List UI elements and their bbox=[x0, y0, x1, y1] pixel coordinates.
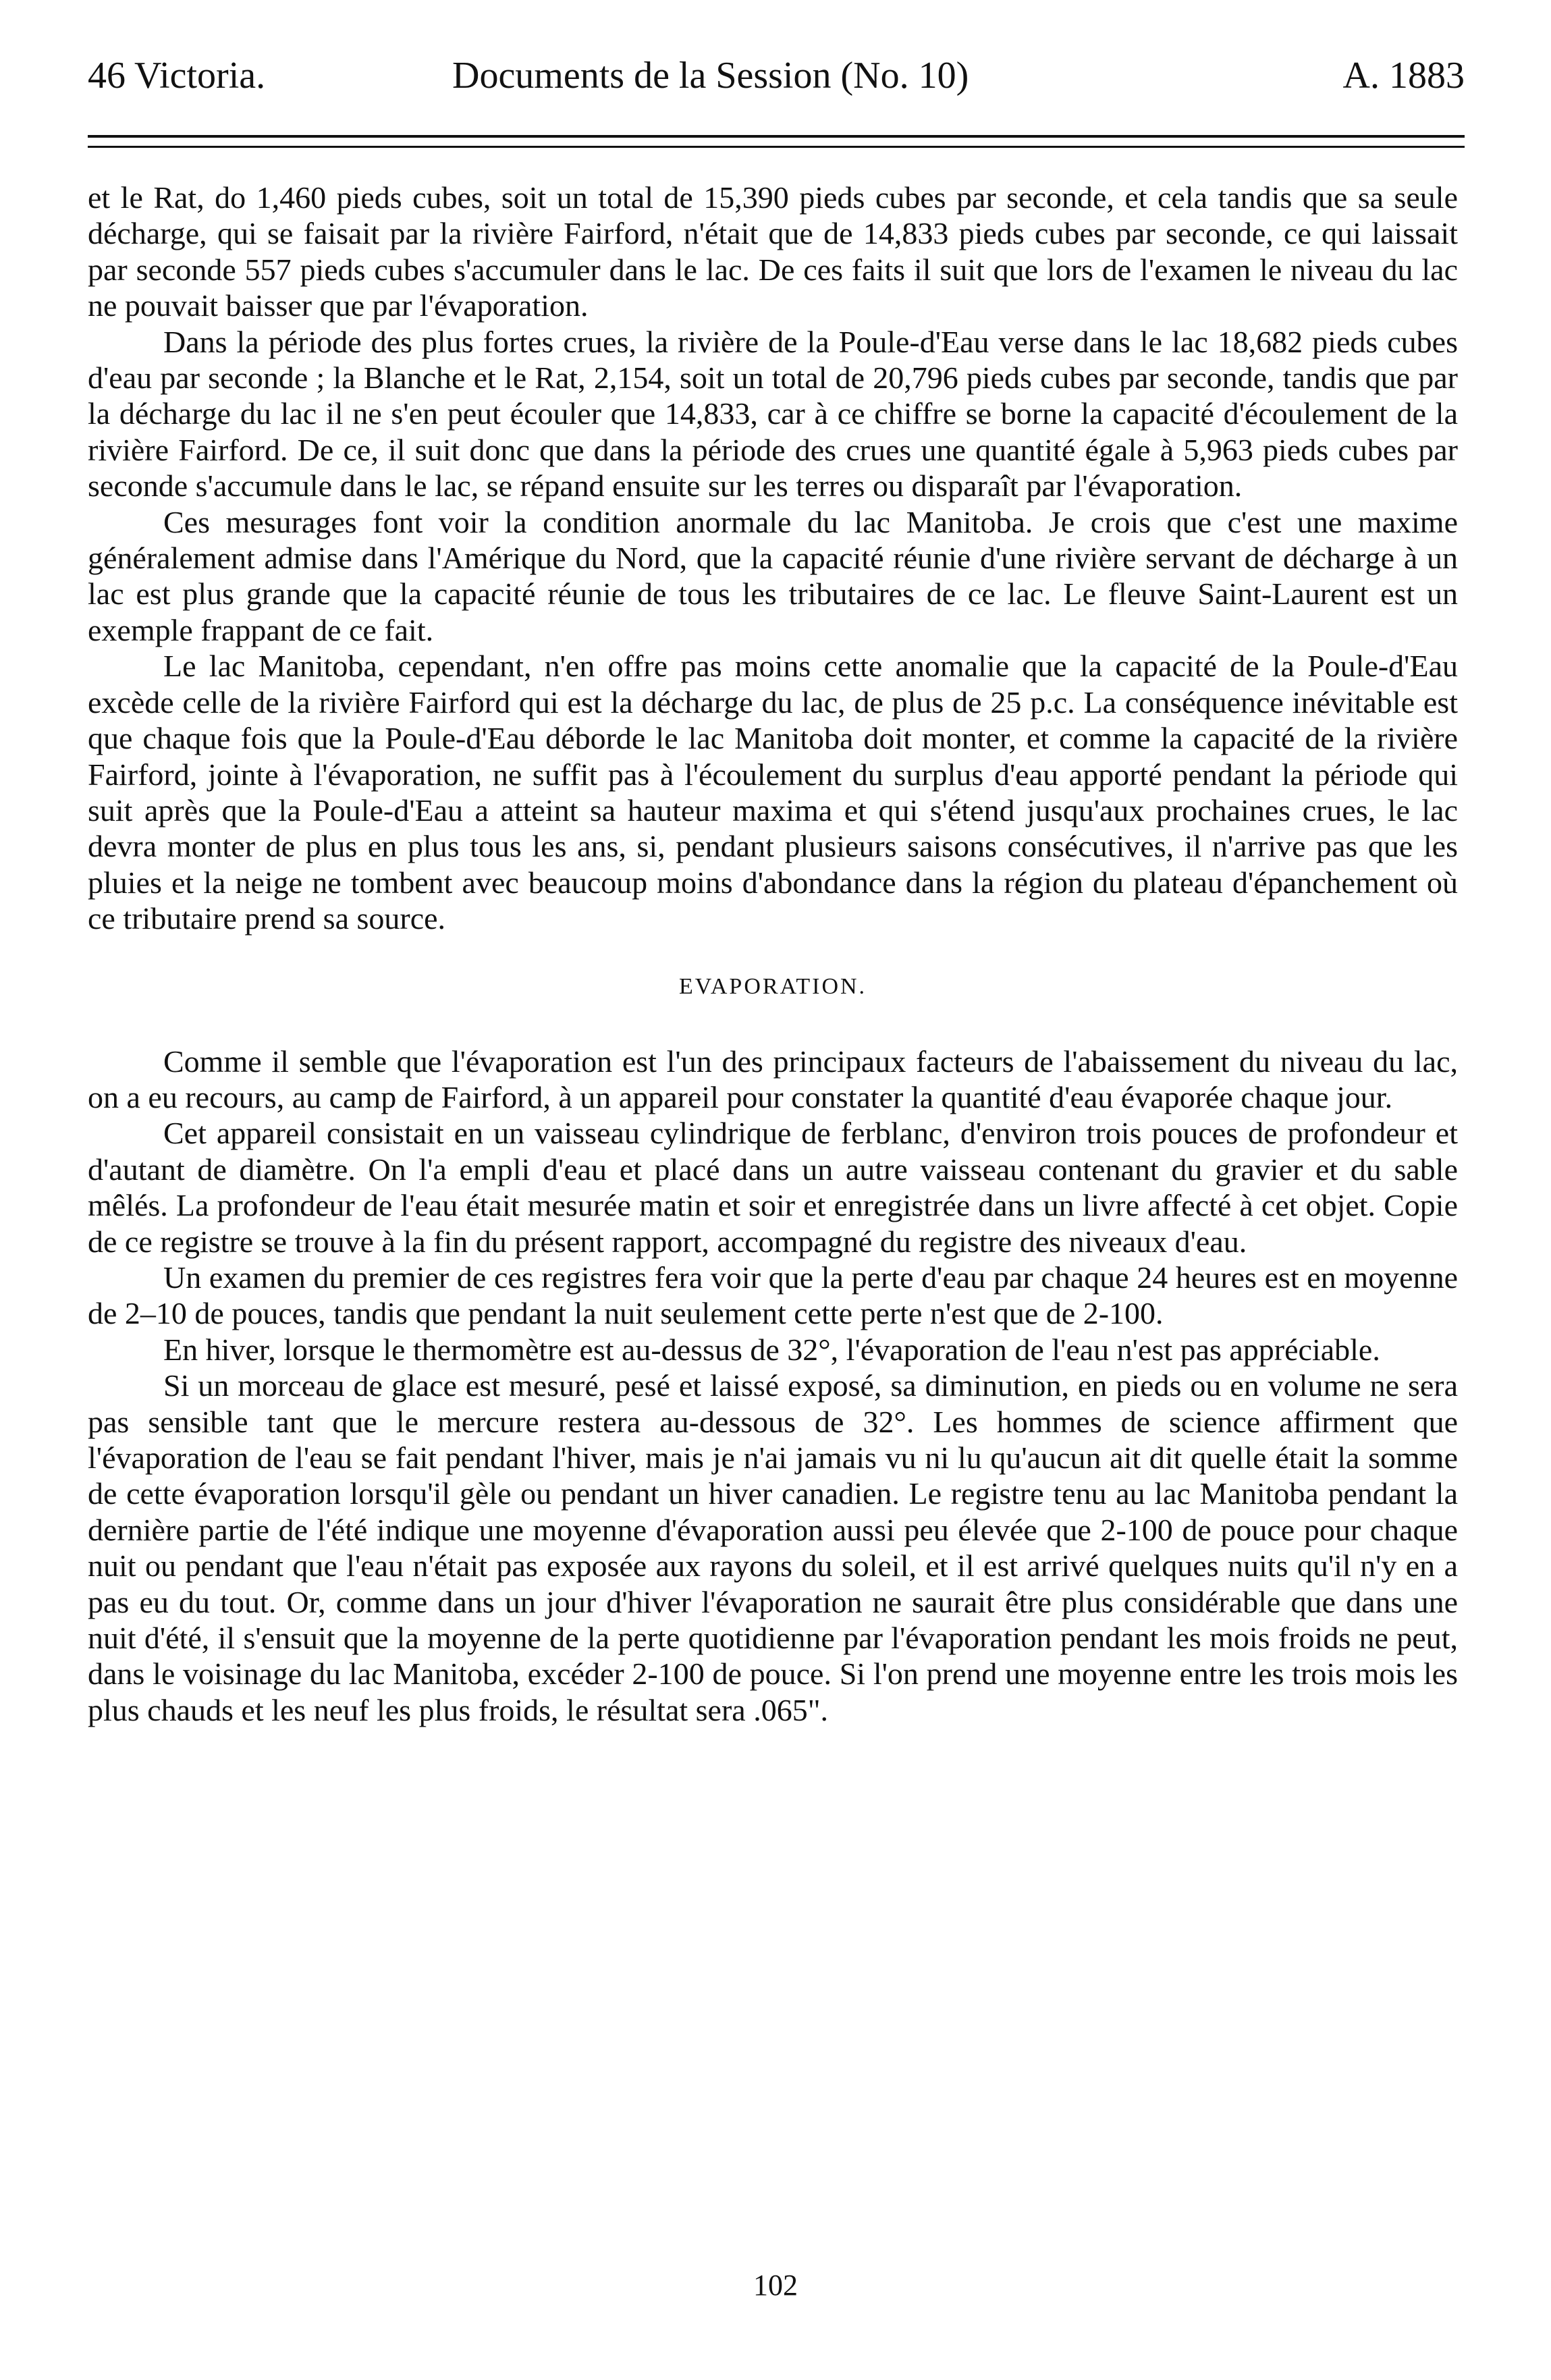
paragraph: Cet appareil consistait en un vaisseau cylindrique de ferblanc, d'environ trois pouces de profondeur et d'autant de diamètre. On l'a empli d'eau et placé dans un autre vaisseau contenant du gravier et du sable mêlés. La profondeur de l'eau était mesurée matin et soir et enregistrée dans un livre affecté à cet objet. Copie de ce registre se trouve à la fin du présent rapport, accompagné du registre des niveaux d'eau. bbox=[88, 1116, 1458, 1259]
header-title: Documents de la Session (No. 10) bbox=[452, 55, 969, 97]
running-header bbox=[88, 49, 1465, 103]
body-text bbox=[88, 180, 1458, 1728]
paragraph: Ces mesurages font voir la condition anormale du lac Manitoba. Je crois que c'est une maxime généralement admise dans l'Amérique du Nord, que la capacité réunie d'une rivière servant de décharge à un lac est plus grande que la capacité réunie de tous les tributaires de ce lac. Le fleuve Saint-Laurent est un exemple frappant de ce fait. bbox=[88, 504, 1458, 647]
header-year: A. 1883 bbox=[1342, 55, 1465, 97]
paragraph: En hiver, lorsque le thermomètre est au-dessus de 32°, l'évaporation de l'eau n'est pas appréciable. bbox=[163, 1332, 1380, 1367]
header-rule-top bbox=[88, 135, 1465, 138]
paragraph: Le lac Manitoba, cependant, n'en offre pas moins cette anomalie que la capacité de la Poule-d'Eau excède celle de la rivière Fairford qui est la décharge du lac, de plus de 25 p.c. La conséquence inévitable est que chaque fois que la Poule-d'Eau déborde le lac Manitoba doit monter, et comme la capacité de la rivière Fairford, jointe à l'évaporation, ne suffit pas à l'écoulement du surplus d'eau apporté pendant la période qui suit après que la Poule-d'Eau a atteint sa hauteur maxima et qui s'étend jusqu'aux prochaines crues, le lac devra monter de plus en plus tous les ans, si, pendant plusieurs saisons consécutives, il n'arrive pas que les pluies et la neige ne tombent avec beaucoup moins d'abondance dans la région du plateau d'épanchement où ce tributaire prend sa source. bbox=[88, 649, 1458, 936]
paragraph: Un examen du premier de ces registres fera voir que la perte d'eau par chaque 24 heures est en moyenne de 2–10 de pouces, tandis que pendant la nuit seulement cette perte n'est que de 2-100. bbox=[88, 1260, 1458, 1331]
paragraph: Dans la période des plus fortes crues, la rivière de la Poule-d'Eau verse dans le lac 18,682 pieds cubes d'eau par seconde ; la Blanche et le Rat, 2,154, soit un total de 20,796 pieds cubes par seconde, tandis que par la décharge du lac il ne s'en peut écouler que 14,833, car à ce chiffre se borne la capacité d'écoulement de la rivière Fairford. De ce, il suit donc que dans la période des crues une quantité égale à 5,963 pieds cubes par seconde s'accumule dans le lac, se répand ensuite sur les terres ou disparaît par l'évaporation. bbox=[88, 324, 1458, 504]
paragraph: et le Rat, do 1,460 pieds cubes, soit un total de 15,390 pieds cubes par seconde, et cela tandis que sa seule décharge, qui se faisait par la rivière Fairford, n'était que de 14,833 pieds cubes par seconde, ce qui laissait par seconde 557 pieds cubes s'accumuler dans le lac. De ces faits il suit que lors de l'examen le niveau du lac ne pouvait baisser que par l'évaporation. bbox=[88, 180, 1458, 323]
section-heading: EVAPORATION. bbox=[678, 973, 867, 999]
header-volume: 46 Victoria. bbox=[88, 55, 266, 97]
page-number: 102 bbox=[753, 2269, 798, 2302]
header-rule-bottom bbox=[88, 146, 1465, 148]
paragraph: Si un morceau de glace est mesuré, pesé et laissé exposé, sa diminution, en pieds ou en volume ne sera pas sensible tant que le mercure restera au-dessous de 32°. Les hommes de science affirment que l'évaporation de l'eau se fait pendant l'hiver, mais je n'ai jamais vu ni lu qu'aucun ait dit quelle était la somme de cette évaporation lorsqu'il gèle ou pendant un hiver canadien. Le registre tenu au lac Manitoba pendant la dernière partie de l'été indique une moyenne d'évaporation aussi peu élevée que 2-100 de pouce pour chaque nuit ou pendant que l'eau n'était pas exposée aux rayons du soleil, et il est arrivé quelques nuits qu'il n'y en a pas eu du tout. Or, comme dans un jour d'hiver l'évaporation ne saurait être plus considérable que dans une nuit d'été, il s'ensuit que la moyenne de la perte quotidienne par l'évaporation pendant les mois froids ne peut, dans le voisinage du lac Manitoba, excéder 2-100 de pouce. Si l'on prend une moyenne entre les trois mois les plus chauds et les neuf les plus froids, le résultat sera .065". bbox=[88, 1368, 1458, 1727]
paragraph: Comme il semble que l'évaporation est l'un des principaux facteurs de l'abaissement du niveau du lac, on a eu recours, au camp de Fairford, à un appareil pour constater la quantité d'eau évaporée chaque jour. bbox=[88, 1044, 1458, 1114]
